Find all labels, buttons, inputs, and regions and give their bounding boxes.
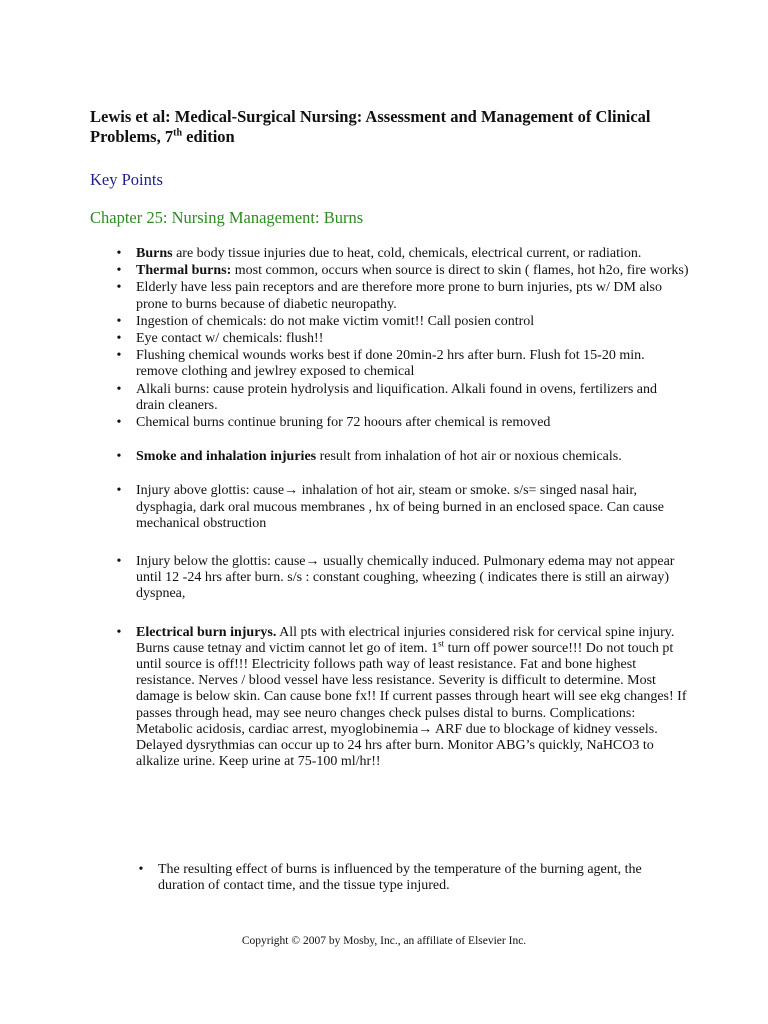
item-text: Injury below the glottis: cause→ usually chemically induced. Pulmonary edema may not appear until 12 -24 hrs after burn. s/s : constant coughing, wheezing ( indicates there is still an airway) dyspnea, bbox=[136, 554, 675, 602]
list-item bbox=[114, 263, 689, 279]
item-text: Injury above glottis: cause→ inhalation of hot air, steam or smoke. s/s= singed nasal hair, dysphagia, dark oral mucous membranes , hx of being burned in an enclosed space. Can cause mechanical obstruction bbox=[136, 483, 664, 531]
item-superscript: st bbox=[438, 638, 445, 649]
list-item bbox=[114, 483, 689, 532]
item-bold: Smoke and inhalation injuries bbox=[136, 449, 317, 465]
item-bold: Thermal burns: bbox=[136, 263, 232, 279]
item-text: The resulting effect of burns is influenced by the temperature of the burning agent, the duration of contact time, and the tissue type injured. bbox=[158, 862, 642, 894]
title-text: Lewis et al: Medical-Surgical Nursing: Assessment and Management of Clinical Problems, 7 bbox=[90, 107, 651, 146]
key-points-heading: Key Points bbox=[90, 170, 163, 189]
item-text: are body tissue injuries due to heat, cold, chemicals, electrical current, or radiation. bbox=[172, 246, 642, 261]
bullet: • bbox=[116, 624, 122, 640]
bullet: • bbox=[116, 331, 122, 347]
sub-list-item bbox=[136, 862, 676, 894]
item-text: result from inhalation of hot air or noxious chemicals. bbox=[316, 449, 622, 465]
list-item bbox=[114, 449, 689, 465]
item-text: Flushing chemical wounds works best if done 20min-2 hrs after burn. Flush fot 15-20 min. remove clothing and jewlrey exposed to chemical bbox=[136, 348, 645, 380]
item-bold: Electrical burn injurys. bbox=[136, 624, 277, 640]
item-text: Chemical burns continue bruning for 72 hoours after chemical is removed bbox=[136, 415, 551, 431]
item-text: All pts with electrical injuries considered risk for cervical spine injury. Burns cause tetnay and victim cannot let go of item. 1 bbox=[136, 624, 675, 656]
item-text: Eye contact w/ chemicals: flush!! bbox=[136, 331, 324, 347]
title-edition: edition bbox=[182, 127, 235, 146]
bullet: • bbox=[116, 449, 122, 465]
list-item-electrical bbox=[114, 625, 689, 771]
bullet: • bbox=[116, 263, 122, 279]
bullet: • bbox=[116, 483, 122, 499]
bullet: • bbox=[138, 862, 144, 877]
list-item bbox=[114, 331, 689, 347]
item-text: Ingestion of chemicals: do not make victim vomit!! Call posien control bbox=[136, 313, 535, 329]
key-points-list bbox=[114, 246, 689, 771]
bullet: • bbox=[116, 313, 122, 329]
document-title bbox=[90, 107, 690, 147]
list-item bbox=[114, 314, 689, 330]
bullet: • bbox=[116, 415, 122, 431]
bullet: • bbox=[116, 381, 122, 397]
bullet: • bbox=[116, 280, 122, 296]
copyright-footer: Copyright © 2007 by Mosby, Inc., an affiliate of Elsevier Inc. bbox=[241, 935, 527, 947]
bullet: • bbox=[116, 554, 122, 570]
item-text: most common, occurs when source is direct to skin ( flames, hot h2o, fire works) bbox=[231, 263, 689, 279]
list-item bbox=[114, 554, 689, 603]
bullet: • bbox=[116, 246, 122, 261]
item-text: Alkali burns: cause protein hydrolysis and liquification. Alkali found in ovens, fertilizers and drain cleaners. bbox=[136, 381, 658, 413]
item-text: Elderly have less pain receptors and are therefore more prone to burn injuries, pts w/ DM also prone to burns because of diabetic neuropathy. bbox=[136, 280, 662, 312]
list-item bbox=[114, 246, 689, 262]
item-text: turn off power source!!! Do not touch pt until source is off!!! Electricity follows path way of least resistance. Fat and bone highest resistance. Nerves / blood vessel have less resistance. Severity is difficult to determine. Most damage is below skin. Can cause bone fx!! If current passes through heart will see ekg changes! If passes through head, may see neuro changes check pulses distal to burns. Complications: Metabolic acidosis, cardiac arrest, myoglobinemia→ ARF due to blockage of kidney vessels. Delayed dysrythmias can occur up to 24 hrs after burn. Monitor ABG’s quickly, NaHCO3 to alkalize urine. Keep urine at 75-100 ml/hr!! bbox=[136, 640, 687, 770]
list-item bbox=[114, 348, 689, 380]
item-bold: Burns bbox=[136, 246, 173, 261]
list-item bbox=[114, 382, 689, 414]
sub-list bbox=[136, 862, 676, 894]
bullet: • bbox=[116, 348, 122, 364]
list-item bbox=[114, 280, 689, 312]
title-superscript: th bbox=[173, 127, 183, 139]
chapter-heading: Chapter 25: Nursing Management: Burns bbox=[90, 208, 364, 227]
list-item bbox=[114, 415, 689, 431]
